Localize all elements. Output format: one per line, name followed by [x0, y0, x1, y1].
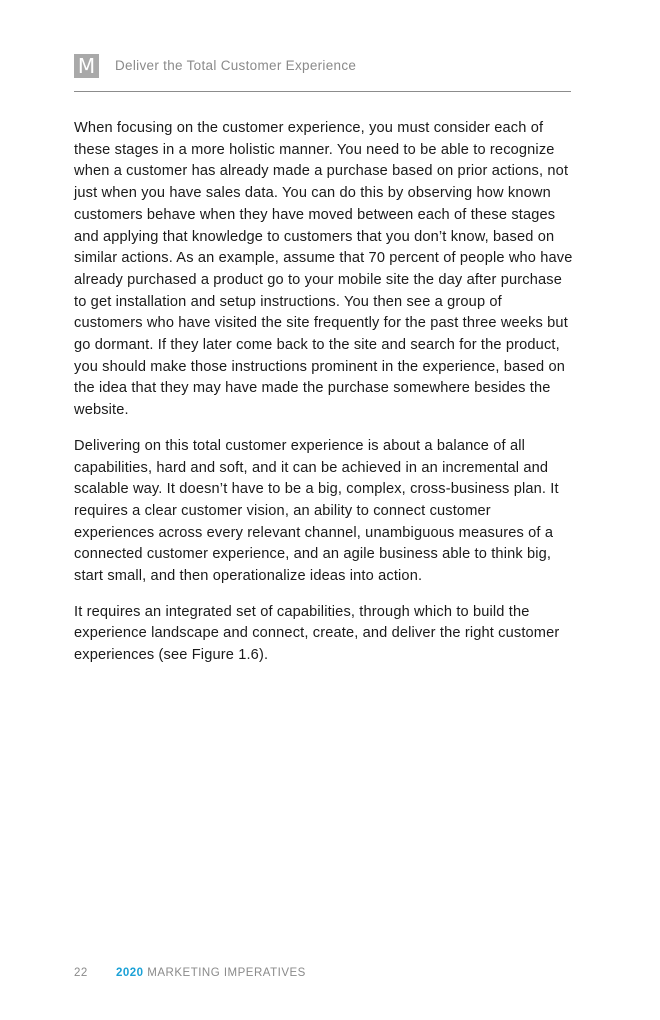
- paragraph-2: Delivering on this total customer experience is about a balance of all capabilities, hard and soft, and it can be achieved in an incremental and scalable way. It doesn’t have to be a big, complex, cross-business plan. It requires a clear customer vision, an ability to connect customer experiences across every relevant channel, unambiguous measures of a connected customer experience, and an agile business able to think big, start small, and then operationalize ideas into action.: [74, 437, 559, 585]
- paragraph-1: When focusing on the customer experience, you must consider each of these stages in a more holistic manner. You need to be able to recognize when a customer has already made a purchase based on prior actions, not just when you have sales data. You can do this by observing how known customers behave when they have moved between each of these stages and applying that knowledge to customers that you don’t know, based on similar actions. As an example, assume that 70 percent of people who have already purchased a product go to your mobile site the day after purchase to get installation and setup instructions. You then see a group of customers who have visited the site frequently for the past three weeks but go dormant. If they later come back to the site and search for the product, you should make those instructions prominent in the experience, based on the idea that they may have made the purchase somewhere besides the website.: [74, 120, 573, 419]
- footer-publication-title: MARKETING IMPERATIVES: [147, 967, 306, 979]
- running-header-title: Deliver the Total Customer Experience: [115, 58, 357, 73]
- paragraph-3: It requires an integrated set of capabilities, through which to build the experience landscape and connect, create, and deliver the right customer experiences (see Figure 1.6).: [74, 603, 560, 664]
- page-footer: [74, 967, 306, 979]
- page-header: [74, 54, 571, 92]
- page-number: 22: [74, 967, 88, 979]
- body-text: [74, 118, 574, 681]
- footer-year: 2020: [116, 967, 144, 979]
- publisher-logo-icon: M: [74, 54, 99, 78]
